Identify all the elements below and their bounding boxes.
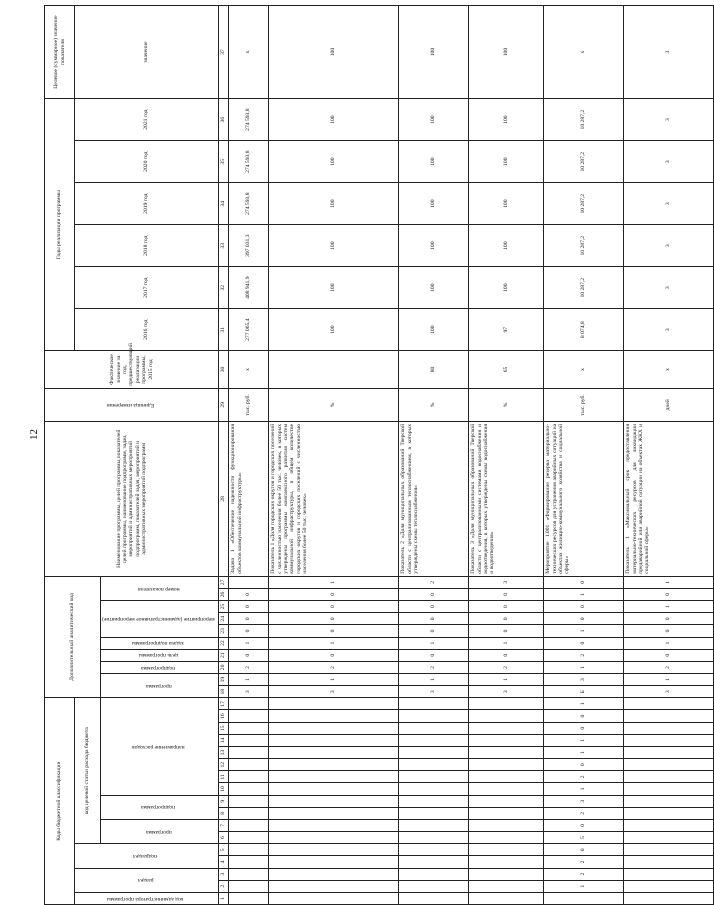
item-fact-value: х: [544, 351, 624, 389]
item-year-value: 97: [469, 309, 544, 351]
code-digit: [624, 868, 714, 880]
code-digit: [399, 722, 469, 734]
code-digit: [624, 795, 714, 807]
budget-codes-header: Коды бюджетной классификации: [45, 698, 75, 905]
code-digit: [469, 698, 544, 710]
table-body: [229, 6, 714, 905]
column-number: 33: [219, 225, 229, 267]
code-digit: 0: [399, 588, 469, 600]
table-row: [469, 6, 544, 905]
column-number: 6: [219, 832, 229, 844]
column-number: 17: [219, 698, 229, 710]
item-year-value: 3: [624, 141, 714, 183]
item-unit: дней: [624, 388, 714, 421]
item-name: Задача 1 «Обеспечение надежности функционирования объектов коммунальной инфраструктуры»: [229, 421, 269, 576]
code-digit: 0: [544, 601, 624, 613]
code-digit: [469, 819, 544, 831]
column-number: 22: [219, 637, 229, 649]
program-code-header: программа: [101, 819, 219, 843]
code-digit: 0: [624, 649, 714, 661]
direction-code-header: направление расходов: [101, 698, 219, 795]
code-digit: [469, 722, 544, 734]
table-row: [229, 6, 269, 905]
item-year-value: 10 287,2: [544, 267, 624, 309]
code-digit: [269, 819, 399, 831]
code-digit: [269, 795, 399, 807]
item-fact-value: 65: [469, 351, 544, 389]
code-digit: [229, 819, 269, 831]
code-digit: 1: [624, 576, 714, 588]
code-digit: [229, 807, 269, 819]
column-number: 36: [219, 99, 229, 141]
code-digit: [624, 783, 714, 795]
item-unit: тыс. руб.: [229, 388, 269, 421]
code-digit: [269, 844, 399, 856]
item-target-value: х: [229, 6, 269, 99]
code-digit: 0: [399, 649, 469, 661]
item-name: Показатель 2 «Доля муниципальных образований Тверской области с централизованным теплоснабжением, в которых утверждены схемы теплоснабжения»: [399, 421, 469, 576]
code-digit: [624, 698, 714, 710]
code-digit: 0: [269, 625, 399, 637]
code-digit: [399, 856, 469, 868]
podrazdel-header: подраздел: [75, 844, 219, 868]
column-number: 26: [219, 588, 229, 600]
page-number: 12: [28, 429, 40, 440]
column-number: 1: [219, 892, 229, 904]
item-year-value: 3: [624, 99, 714, 141]
code-digit: 1: [624, 637, 714, 649]
code-digit: 0: [469, 625, 544, 637]
code-digit: [269, 710, 399, 722]
item-unit: %: [399, 388, 469, 421]
item-year-value: 100: [269, 99, 399, 141]
code-digit: [469, 759, 544, 771]
code-digit: [624, 844, 714, 856]
item-year-value: 3: [624, 267, 714, 309]
additional-code-header: Дополнительный аналитический код: [45, 576, 101, 698]
code-digit: 0: [269, 613, 399, 625]
code-digit: [229, 771, 269, 783]
item-target-value: 100: [269, 6, 399, 99]
code-digit: [399, 892, 469, 904]
code-digit: [624, 856, 714, 868]
code-digit: 2: [269, 661, 399, 673]
code-digit: [469, 856, 544, 868]
item-name: Мероприятие 1.001 «Формирование резерва материально-технических ресурсов для устранения аварийных ситуаций на объектах жилищно-коммунального хозяйства и социальной сферы»: [544, 421, 624, 576]
rotated-table-container: [44, 5, 672, 905]
code-digit: 0: [544, 576, 624, 588]
year-2018-header: 2018 год: [75, 225, 219, 267]
code-digit: 0: [624, 613, 714, 625]
code-digit: [399, 746, 469, 758]
code-digit: [229, 722, 269, 734]
code-digit: 1: [469, 637, 544, 649]
column-number: 20: [219, 661, 229, 673]
item-year-value: 3: [624, 183, 714, 225]
code-digit: 1: [544, 783, 624, 795]
item-year-value: 100: [399, 141, 469, 183]
code-digit: 3: [269, 686, 399, 698]
code-digit: [399, 880, 469, 892]
code-digit: [399, 771, 469, 783]
code-digit: 0: [624, 588, 714, 600]
item-year-value: 100: [399, 309, 469, 351]
code-digit: [229, 868, 269, 880]
column-number: 15: [219, 722, 229, 734]
code-digit: 1: [469, 673, 544, 685]
column-number: 21: [219, 649, 229, 661]
code-digit: [399, 807, 469, 819]
code-digit: [269, 783, 399, 795]
column-number: 8: [219, 807, 229, 819]
item-unit: %: [469, 388, 544, 421]
program-table: [44, 5, 714, 905]
code-digit: 0: [469, 649, 544, 661]
item-year-value: 10 287,2: [544, 225, 624, 267]
code-digit: [269, 856, 399, 868]
column-number: 31: [219, 309, 229, 351]
code-digit: 3: [399, 686, 469, 698]
value-header: значение: [75, 6, 219, 99]
column-number: 12: [219, 759, 229, 771]
code-digit: [399, 819, 469, 831]
item-year-value: 100: [399, 99, 469, 141]
item-year-value: 100: [269, 141, 399, 183]
column-number: 5: [219, 844, 229, 856]
code-digit: 1: [544, 661, 624, 673]
item-name: Показатель 1 «Максимальный срок предоставления материально-технических ресурсов для ликвидации предаварийной или аварийной ситуации на объектах ЖКХ и социальной сферы»: [624, 421, 714, 576]
code-digit: [624, 746, 714, 758]
code-digit: [469, 710, 544, 722]
code-digit: [544, 892, 624, 904]
code-digit: 3: [469, 576, 544, 588]
code-digit: [269, 734, 399, 746]
code-digit: 1: [269, 673, 399, 685]
year-2019-header: 2019 год: [75, 183, 219, 225]
column-number: 34: [219, 183, 229, 225]
code-digit: [399, 844, 469, 856]
column-number: 3: [219, 868, 229, 880]
unit-header: Единица измерения: [45, 388, 219, 421]
code-digit: 1: [229, 673, 269, 685]
code-digit: 3: [624, 686, 714, 698]
code-digit: 1: [269, 576, 399, 588]
item-year-value: 10 287,2: [544, 183, 624, 225]
code-digit: 0: [229, 649, 269, 661]
code-digit: 0: [229, 625, 269, 637]
code-digit: 1: [229, 637, 269, 649]
item-year-value: 100: [469, 99, 544, 141]
code-digit: 3: [544, 673, 624, 685]
code-digit: [399, 698, 469, 710]
column-number: 32: [219, 267, 229, 309]
item-year-value: 274 593,8: [229, 99, 269, 141]
a-event-header: мероприятие (административное мероприятие): [101, 601, 219, 637]
code-digit: [624, 722, 714, 734]
a-task-header: задача подпрограммы: [101, 637, 219, 649]
code-digit: 0: [624, 625, 714, 637]
item-year-value: 100: [269, 225, 399, 267]
code-digit: 1: [624, 601, 714, 613]
code-digit: 0: [399, 601, 469, 613]
code-digit: 3: [544, 795, 624, 807]
code-digit: 2: [229, 661, 269, 673]
code-digit: 1: [399, 673, 469, 685]
code-digit: [624, 832, 714, 844]
item-name: Показатель 1 «Доля городских округов и городских поселений с численностью населения более 50 тыс. человек, в которых утверждены программы комплексного развития систем коммунальной инфраструктуры, в общем количестве городских округов и городских поселений с численностью населения более 50 тыс. человек»: [269, 421, 399, 576]
column-number: 37: [219, 6, 229, 99]
code-digit: 0: [544, 613, 624, 625]
code-digit: 2: [544, 807, 624, 819]
code-digit: [469, 832, 544, 844]
item-year-value: 100: [469, 183, 544, 225]
item-year-value: 3: [624, 225, 714, 267]
column-number: 7: [219, 819, 229, 831]
code-digit: [399, 759, 469, 771]
table-row: [624, 6, 714, 905]
code-digit: [399, 710, 469, 722]
item-year-value: 10 287,2: [544, 99, 624, 141]
code-digit: [469, 844, 544, 856]
item-year-value: 100: [269, 183, 399, 225]
program-name-header: Наименование программы, целей программы,показателей целей программы, наименование подпрограмм, задач, мероприятий и административных мероприятий подпрограмм, показателей задач, мероприятий и административных мероприятий подпрограмм: [45, 421, 219, 576]
item-year-value: 277 065,4: [229, 309, 269, 351]
table-row: [269, 6, 399, 905]
target-article-header: код целевой статьи расхода бюджета: [75, 698, 101, 844]
code-digit: [229, 746, 269, 758]
item-year-value: 3: [624, 309, 714, 351]
item-year-value: 100: [269, 309, 399, 351]
item-target-value: 100: [399, 6, 469, 99]
a-num-header: номер показателя: [101, 576, 219, 600]
years-header: Годы реализации программы: [45, 99, 75, 351]
code-digit: 0: [229, 613, 269, 625]
code-digit: 0: [399, 625, 469, 637]
item-fact-value: 80: [399, 351, 469, 389]
code-digit: [469, 795, 544, 807]
item-year-value: 100: [469, 225, 544, 267]
item-unit: тыс. руб.: [544, 388, 624, 421]
code-digit: [269, 746, 399, 758]
item-name: Показатель 3 «Доля муниципальных образований Тверской области с централизованными системами водоснабжения и водоотведения, в которых утверждены схемы водоснабжения и водоотведения»: [469, 421, 544, 576]
column-number: 13: [219, 746, 229, 758]
column-number: 25: [219, 601, 229, 613]
code-digit: [624, 880, 714, 892]
code-digit: 1: [544, 734, 624, 746]
column-number: 29: [219, 388, 229, 421]
code-digit: [399, 795, 469, 807]
code-digit: 0: [269, 588, 399, 600]
a-goal-header: цель программы: [101, 649, 219, 661]
code-digit: 2: [399, 576, 469, 588]
code-digit: Б: [544, 686, 624, 698]
item-year-value: 10 287,2: [544, 141, 624, 183]
code-digit: 0: [544, 819, 624, 831]
code-digit: [269, 868, 399, 880]
code-digit: [624, 819, 714, 831]
code-digit: [229, 759, 269, 771]
year-2017-header: 2017 год: [75, 267, 219, 309]
code-digit: [624, 771, 714, 783]
column-number: 18: [219, 686, 229, 698]
code-digit: [469, 746, 544, 758]
code-digit: [469, 771, 544, 783]
code-digit: [229, 576, 269, 588]
item-year-value: 274 593,8: [229, 141, 269, 183]
year-2021-header: 2021 год: [75, 99, 219, 141]
code-digit: 3: [229, 686, 269, 698]
admin-code-header: код администратора программы: [75, 892, 219, 904]
year-2020-header: 2020 год: [75, 141, 219, 183]
code-digit: [399, 783, 469, 795]
code-digit: 0: [469, 613, 544, 625]
code-digit: [229, 710, 269, 722]
item-year-value: 408 941,9: [229, 267, 269, 309]
code-digit: [469, 880, 544, 892]
item-year-value: 100: [399, 267, 469, 309]
item-target-value: 100: [469, 6, 544, 99]
column-number: 27: [219, 576, 229, 588]
item-fact-value: х: [624, 351, 714, 389]
code-digit: 2: [544, 649, 624, 661]
code-digit: 0: [469, 588, 544, 600]
column-number: 9: [219, 795, 229, 807]
code-digit: 1: [544, 698, 624, 710]
fact-value-header: Фактическое значение за год, предшествующий реализации программы, 2015 год: [45, 351, 219, 389]
a-subprogram-header: подпрограмма: [101, 661, 219, 673]
code-digit: [624, 734, 714, 746]
code-digit: 0: [544, 759, 624, 771]
item-target-value: х: [544, 6, 624, 99]
table-row: [399, 6, 469, 905]
column-number: 23: [219, 625, 229, 637]
column-number: 19: [219, 673, 229, 685]
code-digit: 3: [469, 686, 544, 698]
code-digit: 1: [269, 637, 399, 649]
code-digit: 2: [624, 661, 714, 673]
code-digit: [624, 807, 714, 819]
column-number: 4: [219, 856, 229, 868]
code-digit: 0: [399, 613, 469, 625]
column-number-row: [219, 6, 229, 905]
a-program-header: программа: [101, 673, 219, 697]
code-digit: 0: [269, 649, 399, 661]
code-digit: 1: [544, 746, 624, 758]
code-digit: [469, 892, 544, 904]
code-digit: [269, 832, 399, 844]
code-digit: 1: [544, 880, 624, 892]
code-digit: [229, 832, 269, 844]
code-digit: 0: [544, 844, 624, 856]
item-year-value: 100: [469, 267, 544, 309]
code-digit: 1: [544, 588, 624, 600]
code-digit: 2: [544, 856, 624, 868]
code-digit: [229, 734, 269, 746]
code-digit: 1: [544, 625, 624, 637]
item-year-value: 274 593,8: [229, 183, 269, 225]
item-year-value: 100: [399, 225, 469, 267]
column-number: 10: [219, 783, 229, 795]
code-digit: 0: [544, 637, 624, 649]
code-digit: [229, 698, 269, 710]
code-digit: [269, 722, 399, 734]
code-digit: [399, 734, 469, 746]
code-digit: [229, 783, 269, 795]
code-digit: [469, 868, 544, 880]
code-digit: [229, 880, 269, 892]
code-digit: [469, 807, 544, 819]
code-digit: [229, 844, 269, 856]
code-digit: [399, 832, 469, 844]
code-digit: 1: [624, 673, 714, 685]
column-number: 11: [219, 771, 229, 783]
code-digit: [269, 698, 399, 710]
column-number: 24: [219, 613, 229, 625]
code-digit: [399, 868, 469, 880]
year-2016-header: 2016 год: [75, 309, 219, 351]
item-target-value: 3: [624, 6, 714, 99]
column-number: 30: [219, 351, 229, 389]
code-digit: 0: [544, 710, 624, 722]
item-fact-value: х: [229, 351, 269, 389]
code-digit: 2: [399, 661, 469, 673]
code-digit: [469, 734, 544, 746]
item-year-value: 100: [469, 141, 544, 183]
code-digit: 0: [544, 722, 624, 734]
code-digit: 2: [544, 771, 624, 783]
code-digit: 5: [544, 832, 624, 844]
item-year-value: 397 031,3: [229, 225, 269, 267]
code-digit: 0: [229, 601, 269, 613]
code-digit: [624, 892, 714, 904]
column-number: 14: [219, 734, 229, 746]
code-digit: [269, 771, 399, 783]
target-value-header: Целевое (суммарное) значение показателя: [45, 6, 75, 99]
code-digit: 0: [229, 588, 269, 600]
code-digit: 0: [269, 601, 399, 613]
code-digit: [624, 710, 714, 722]
code-digit: [269, 892, 399, 904]
column-number: 28: [219, 421, 229, 576]
code-digit: [229, 795, 269, 807]
item-year-value: 100: [399, 183, 469, 225]
item-year-value: 8 074,8: [544, 309, 624, 351]
code-digit: 1: [399, 637, 469, 649]
code-digit: [469, 783, 544, 795]
item-unit: %: [269, 388, 399, 421]
column-number: 35: [219, 141, 229, 183]
code-digit: [269, 880, 399, 892]
code-digit: 2: [544, 868, 624, 880]
code-digit: 0: [469, 601, 544, 613]
code-digit: [269, 759, 399, 771]
code-digit: [229, 856, 269, 868]
code-digit: [269, 807, 399, 819]
item-year-value: 100: [269, 267, 399, 309]
code-digit: [624, 759, 714, 771]
column-number: 2: [219, 880, 229, 892]
code-digit: [229, 892, 269, 904]
table-row: [544, 6, 624, 905]
code-digit: 2: [469, 661, 544, 673]
razdel-header: раздел: [75, 868, 219, 892]
column-number: 16: [219, 710, 229, 722]
subprogram-code-header: подпрограмма: [101, 795, 219, 819]
item-fact-value: [269, 351, 399, 389]
